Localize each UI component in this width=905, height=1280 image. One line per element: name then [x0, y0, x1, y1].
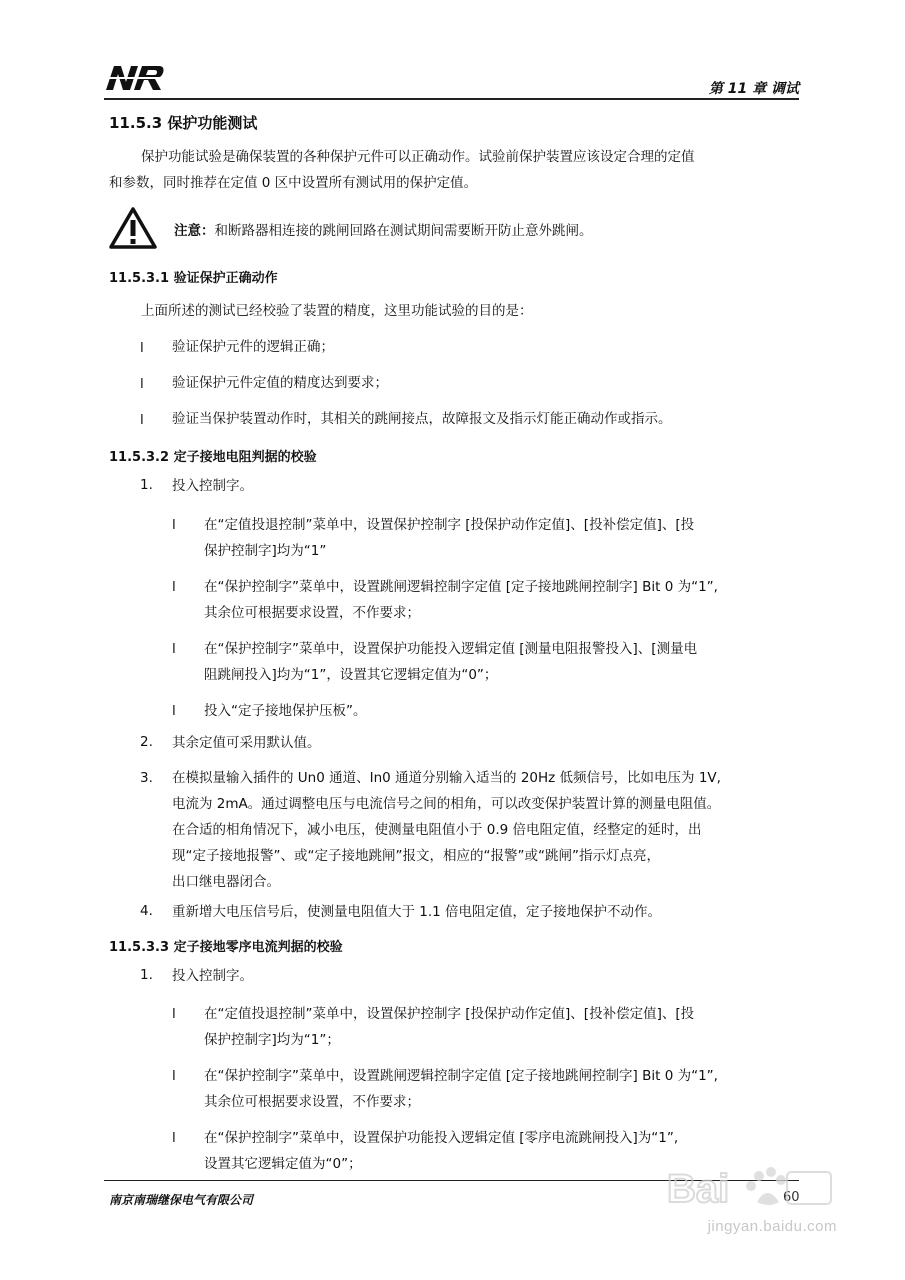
- s1-item-1: 验证保护元件的逻辑正确；: [172, 339, 334, 355]
- s2-step-3-line-5: 出口继电器闭合。: [172, 874, 280, 890]
- s3-b1-line-1: 在“定值投退控制”菜单中，设置保护控制字 [投保护动作定值]、[投补偿定值]、[投: [204, 1006, 695, 1022]
- s2-b4: 投入“定子接地保护压板”。: [204, 703, 367, 719]
- s2-step-3-line-3: 在合适的相角情况下，减小电压，使测量电阻值小于 0.9 倍电阻定值，经整定的延时，出: [172, 822, 702, 838]
- svg-text:Bai: Bai: [667, 1167, 730, 1211]
- step-number: 1.: [140, 967, 153, 983]
- page-number: 60: [783, 1190, 800, 1205]
- subsection-1-title: 11.5.3.1 验证保护正确动作: [109, 271, 278, 286]
- warning-note: [174, 219, 593, 239]
- warning-icon: [108, 206, 158, 250]
- s2-b1-line-2: 保护控制字]均为“1”: [204, 543, 327, 559]
- watermark-url: jingyan.baidu.com: [707, 1218, 837, 1235]
- s2-b3-line-1: 在“保护控制字”菜单中，设置保护功能投入逻辑定值 [测量电阻报警投入]、[测量电: [204, 641, 698, 657]
- note-text: 和断路器相连接的跳闸回路在测试期间需要断开防止意外跳闸。: [214, 223, 593, 239]
- s1-item-3: 验证当保护装置动作时，其相关的跳闸接点，故障报文及指示灯能正确动作或指示。: [172, 411, 672, 427]
- bullet-marker: l: [172, 579, 176, 595]
- s2-b1-line-1: 在“定值投退控制”菜单中，设置保护控制字 [投保护动作定值]、[投补偿定值]、[投: [204, 517, 695, 533]
- intro-line-1: 保护功能试验是确保装置的各种保护元件可以正确动作。试验前保护装置应该设定合理的定值: [141, 149, 695, 165]
- intro-line-2: 和参数，同时推荐在定值 0 区中设置所有测试用的保护定值。: [109, 175, 478, 191]
- bullet-marker: l: [140, 340, 144, 356]
- s2-b2-line-2: 其余位可根据要求设置，不作要求；: [204, 605, 420, 621]
- step-number: 1.: [140, 477, 153, 493]
- s3-b2-line-2: 其余位可根据要求设置，不作要求；: [204, 1094, 420, 1110]
- s2-step-1: 投入控制字。: [172, 478, 253, 494]
- s1-intro: 上面所述的测试已经校验了装置的精度，这里功能试验的目的是：: [141, 303, 533, 319]
- bullet-marker: l: [172, 641, 176, 657]
- bullet-marker: l: [172, 1068, 176, 1084]
- s3-step-1: 投入控制字。: [172, 968, 253, 984]
- step-number: 3.: [140, 770, 153, 786]
- bullet-marker: l: [172, 1130, 176, 1146]
- s3-b3-line-2: 设置其它逻辑定值为“0”；: [204, 1156, 362, 1172]
- bullet-marker: l: [140, 376, 144, 392]
- s3-b3-line-1: 在“保护控制字”菜单中，设置保护功能投入逻辑定值 [零序电流跳闸投入]为“1”,: [204, 1130, 679, 1146]
- s2-step-4: 重新增大电压信号后，使测量电阻值大于 1.1 倍电阻定值，定子接地保护不动作。: [172, 904, 662, 920]
- footer-company: 南京南瑞继保电气有限公司: [109, 1193, 254, 1207]
- s2-step-3-line-1: 在模拟量输入插件的 Un0 通道、In0 通道分别输入适当的 20Hz 低频信号，比如电压为 1V,: [172, 770, 721, 786]
- bullet-marker: l: [140, 412, 144, 428]
- header-divider: [104, 98, 799, 100]
- note-label: 注意：: [174, 223, 215, 239]
- s1-item-2: 验证保护元件定值的精度达到要求；: [172, 375, 388, 391]
- s2-step-2: 其余定值可采用默认值。: [172, 735, 321, 751]
- subsection-2-title: 11.5.3.2 定子接地电阻判据的校验: [109, 450, 317, 465]
- s2-step-3-line-2: 电流为 2mA。通过调整电压与电流信号之间的相角，可以改变保护装置计算的测量电阻值。: [172, 796, 721, 812]
- bullet-marker: l: [172, 703, 176, 719]
- nr-logo: [104, 62, 166, 94]
- section-title: 11.5.3 保护功能测试: [109, 114, 258, 132]
- step-number: 4.: [140, 903, 153, 919]
- bullet-marker: l: [172, 1006, 176, 1022]
- s2-b2-line-1: 在“保护控制字”菜单中，设置跳闸逻辑控制字定值 [定子接地跳闸控制字] Bit 0 为“1”,: [204, 579, 718, 595]
- s3-b1-line-2: 保护控制字]均为“1”；: [204, 1032, 340, 1048]
- subsection-3-title: 11.5.3.3 定子接地零序电流判据的校验: [109, 940, 343, 955]
- chapter-title: 第 11 章 调试: [708, 81, 799, 97]
- bullet-marker: l: [172, 517, 176, 533]
- s2-step-3-line-4: 现“定子接地报警”、或“定子接地跳闸”报文，相应的“报警”或“跳闸”指示灯点亮，: [172, 848, 660, 864]
- s2-b3-line-2: 阻跳闸投入]均为“1”，设置其它逻辑定值为“0”；: [204, 667, 498, 683]
- step-number: 2.: [140, 734, 153, 750]
- s3-b2-line-1: 在“保护控制字”菜单中，设置跳闸逻辑控制字定值 [定子接地跳闸控制字] Bit 0 为“1”,: [204, 1068, 718, 1084]
